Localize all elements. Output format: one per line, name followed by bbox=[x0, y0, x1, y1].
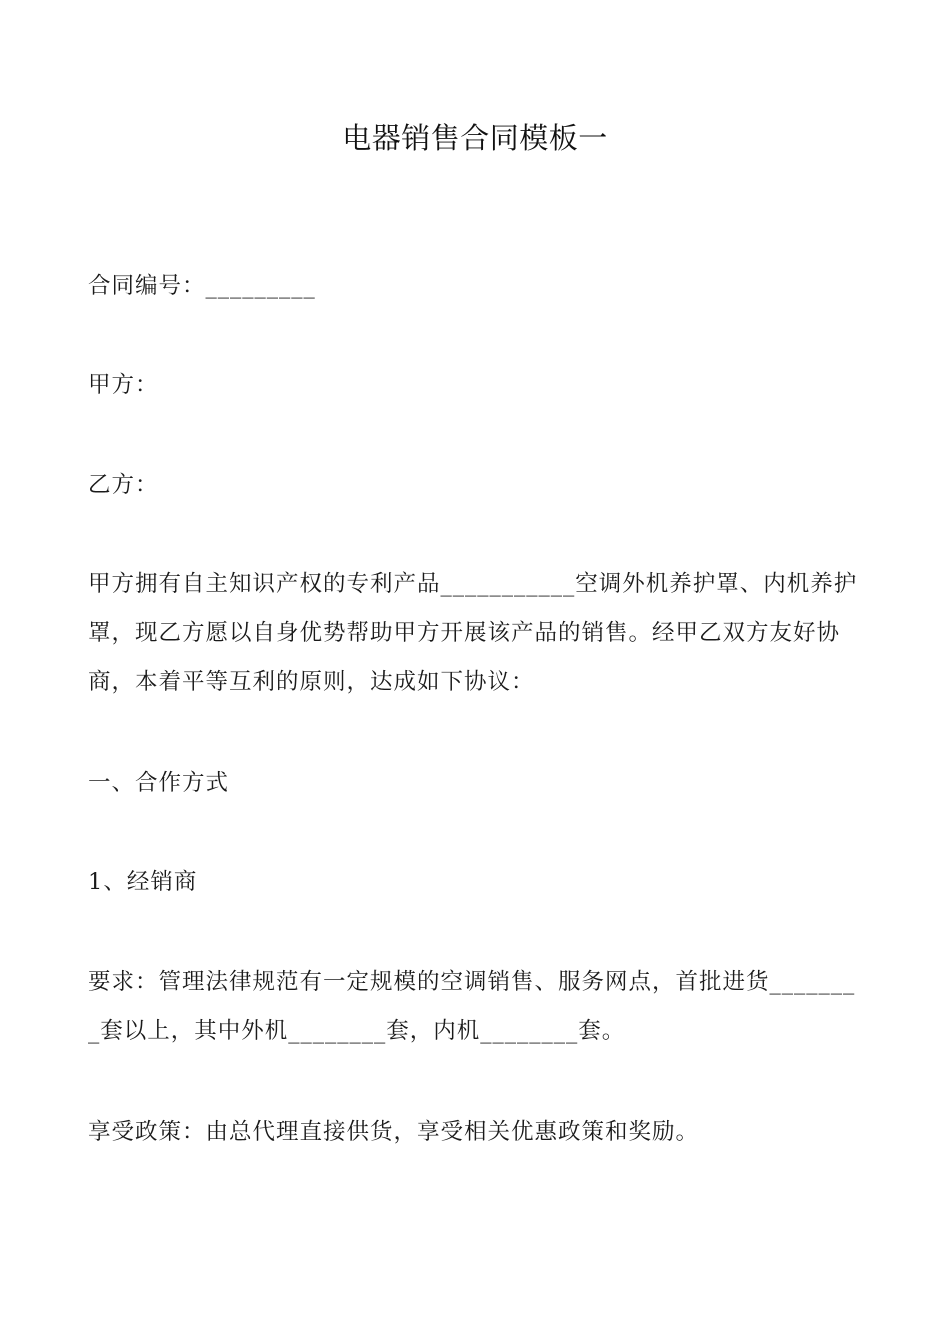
intro-line: 甲方拥有自主知识产权的专利产品___________空调外机养护罩、内机养护 bbox=[88, 571, 858, 597]
document-title: 电器销售合同模板一 bbox=[342, 121, 608, 155]
intro-paragraph bbox=[88, 560, 868, 707]
requirement-line: _套以上，其中外机________套，内机________套。 bbox=[88, 1018, 626, 1044]
contract-number: 合同编号：_________ bbox=[88, 273, 316, 299]
party-a: 甲方： bbox=[88, 372, 159, 398]
party-b: 乙方： bbox=[88, 472, 159, 498]
intro-line: 商，本着平等互利的原则，达成如下协议： bbox=[88, 669, 535, 695]
requirement-line: 要求：管理法律规范有一定规模的空调销售、服务网点，首批进货_______ bbox=[88, 969, 856, 995]
intro-line: 罩，现乙方愿以自身优势帮助甲方开展该产品的销售。经甲乙双方友好协 bbox=[88, 620, 841, 646]
section-heading: 一、合作方式 bbox=[88, 770, 230, 796]
policy-paragraph: 享受政策：由总代理直接供货，享受相关优惠政策和奖励。 bbox=[88, 1119, 700, 1145]
requirement-paragraph bbox=[88, 958, 868, 1056]
item-heading: 1、经销商 bbox=[88, 869, 198, 895]
